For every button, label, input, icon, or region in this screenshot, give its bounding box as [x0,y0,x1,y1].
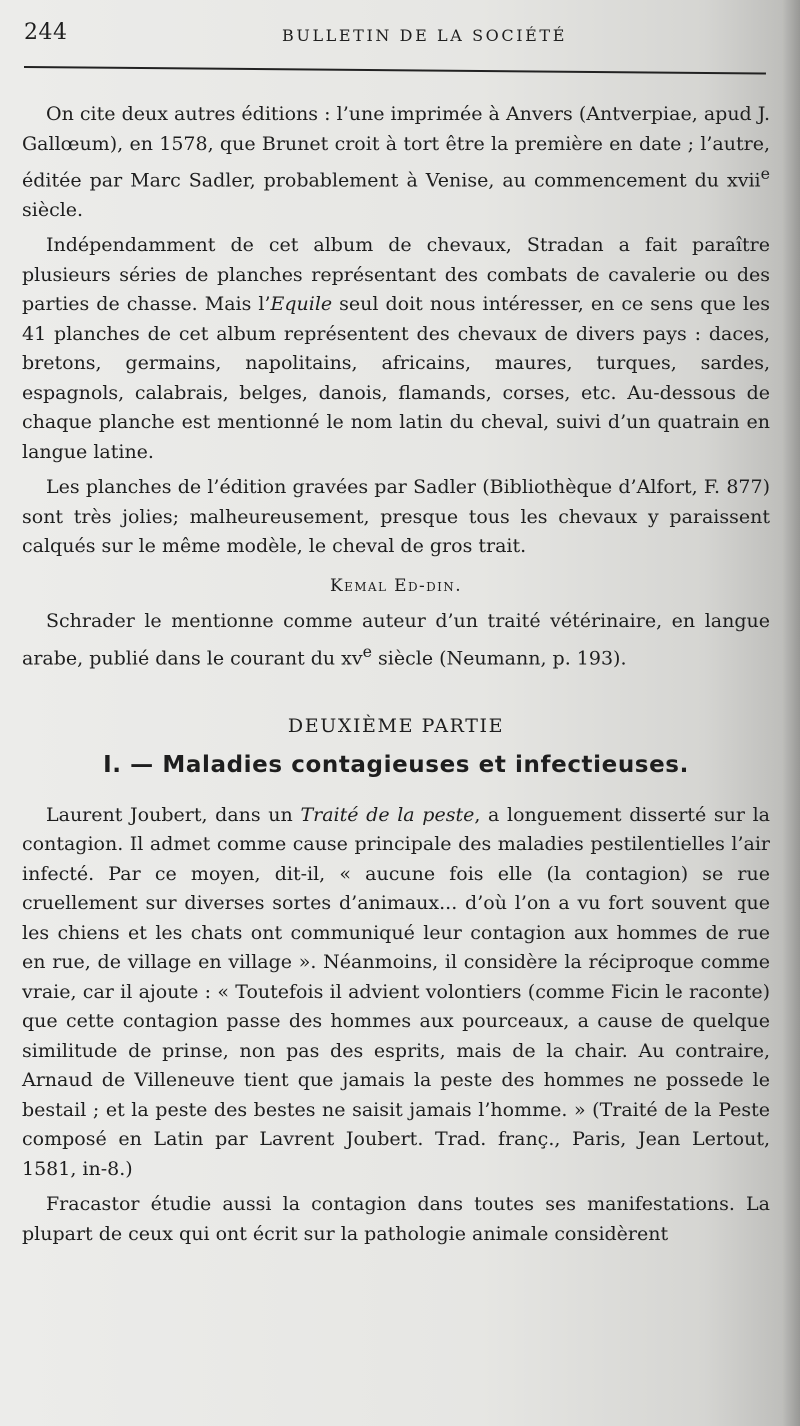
part-heading: DEUXIÈME PARTIE [287,714,505,737]
page-header [24,18,764,58]
paragraph-fracastor: Fracastor étudie aussi la contagion dans toutes ses manifestations. La plupart de ceux qui ont écrit sur la pathologie animale considèrent [22,1193,770,1245]
paragraph-stradan: Indépendamment de cet album de chevaux, Stradan a fait paraître plusieurs séries de planches représentant des combats de cavalerie ou des parties de chasse. Mais l’Equile seul doit nous intéresser, en ce sens que les 41 planches de cet album représentent des chevaux de divers pays : daces, bretons, germains, napolitains, africains, maures, turques, sardes, espagnols, calabrais, belges, danois, flamands, corses, etc. Au-dessous de chaque planche est mentionné le nom latin du cheval, suivi d’un quatrain en langue latine. [22,234,770,463]
page-binding-shadow [782,0,800,1426]
paragraph-editions: On cite deux autres éditions : l’une imprimée à Anvers (Antverpiae, apud J. Gallœum), en 1578, que Brunet croit à tort être la première en date ; l’autre, éditée par Marc Sadler, probablement à Venise, au commencement du xvii$^e$ siècle. [22,103,770,221]
section-heading: I. — Maladies contagieuses et infectieuses. [103,752,689,779]
page-number: 244 [24,20,68,45]
header-rule [24,66,766,74]
running-head: BULLETIN DE LA SOCIÉTÉ [282,26,567,45]
paragraph-joubert: Laurent Joubert, dans un Traité de la peste, a longuement disserté sur la contagion. Il admet comme cause principale des maladies pestilentielles l’air infecté. Par ce moyen, dit-il, « aucune fois elle (la contagion) se rue cruellement sur diverses sortes d’animaux... d’où l’on a vu fort souvent que les chiens et les chats ont communiqué leur contagion aux hommes de rue en rue, de village en village ». Néanmoins, il considère la réciproque comme vraie, car il ajoute : « Toutefois il advient volontiers (comme Ficin le raconte) que cette contagion passe des hommes aux pourceaux, a cause de quelque similitude de prinse, non pas des esprits, mais de la chair. Au contraire, Arnaud de Villeneuve tient que jamais la peste des hommes ne possede le bestail ; et la peste des bestes ne saisit jamais l’homme. » (Traité de la Peste composé en Latin par Lavrent Joubert. Trad. franç., Paris, Jean Lertout, 1581, in-8.) [22,803,770,1180]
author-heading: Kemal Ed-din. [329,575,463,596]
paragraph-sadler: Les planches de l’édition gravées par Sadler (Bibliothèque d’Alfort, F. 877) sont très jolies; malheureusement, presque tous les chevaux y paraissent calqués sur le même modèle, le cheval de gros trait. [22,476,770,558]
paragraph-schrader: Schrader le mentionne comme auteur d’un traité vétérinaire, en langue arabe, publié dans le courant du $xv^e$ siècle (Neumann, p. 193). [22,610,770,670]
body-text [22,100,770,1249]
